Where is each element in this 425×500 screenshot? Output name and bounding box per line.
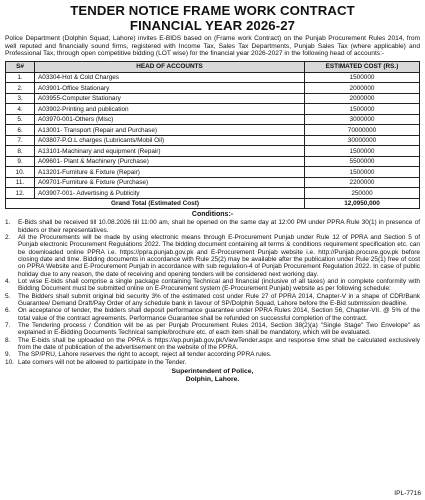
table-row <box>6 114 420 125</box>
condition-text: Lot wise E-bids shall comprise a single package containing Technical and financial (inclusive of all taxes) and in complete conformity with Bidding Document must be submitted online on E-Procurement system (E-Procurement Punjab) website as per following schedule: <box>18 278 420 293</box>
condition-text: All the Procurements will be made by using electronic means through E-Procurement Punjab under Rule 12 of PPRA and Section 5 of Punjab electronic Procurement Regulations 2022. The bidding document containing all terms & conditions requirement specification etc. can be downloaded online PPRA i.e. https://ppra.punjab.gov.pk and E-Procurement Punjab website i.e. http://Punjab.procure.gov.pk before closing date and time. Bidding documents in accordance with Rule 25(2) may be available after the publication under Rule 25(1) free of cost on PPRA Website and E-Procurement Punjab in accordance with sub regulation-4 of Punjab Procurement Regulation 2022. In case of public holiday due to any reason, the date of receiving and opening tenders will be considered next working day. <box>18 233 420 278</box>
row-serial: 9. <box>6 156 35 167</box>
grand-total-label: Grand Total (Estimated Cost) <box>6 198 305 209</box>
row-serial: 2. <box>6 83 35 94</box>
condition-number: 9. <box>5 351 11 359</box>
row-estimated-cost: 2000000 <box>305 93 420 104</box>
header-estimated-cost: ESTIMATED COST (RS.) <box>305 61 420 72</box>
table-row <box>6 188 420 199</box>
condition-item <box>5 337 420 352</box>
row-serial: 3. <box>6 93 35 104</box>
signature-block <box>5 368 420 384</box>
row-estimated-cost: 1500000 <box>305 104 420 115</box>
condition-text: E-Bids shall be received till 10.08.2026 till 11:00 am, shall be opened on the same day at 12:00 PM under PPRA Rule 30(1) in presence of bidders or their representatives. <box>18 219 420 234</box>
condition-item <box>5 359 420 366</box>
header-sr: S# <box>6 61 35 72</box>
row-head-of-account: A13201-Furniture & Fixture (Repair) <box>35 167 305 178</box>
signature-office: Dolphin, Lahore. <box>185 375 240 383</box>
condition-number: 5. <box>5 292 11 300</box>
table-row <box>6 93 420 104</box>
condition-text: On acceptance of tender, the bidders shall deposit performance guarantee under PPRA Rules 2014, Section 56, Chapter-VII. @ 5% of the total value of the contract agreements. Performance Guarantee shall be refunded on successful completion of the contract. <box>18 307 420 322</box>
condition-item <box>5 234 420 278</box>
row-head-of-account: A13101-Machinary and equipment (Repair) <box>35 146 305 157</box>
ipl-code: IPL-7716 <box>394 490 421 497</box>
condition-item <box>5 278 420 293</box>
row-head-of-account: A03970-001-Others (Misc) <box>35 114 305 125</box>
conditions-list <box>5 219 420 366</box>
conditions-title: Conditions:- <box>191 211 234 219</box>
condition-item <box>5 351 420 358</box>
condition-text: Late comers will not be allowed to participate in the Tender. <box>18 358 187 366</box>
row-estimated-cost: 2000000 <box>305 83 420 94</box>
row-head-of-account: A03902-Printing and publication <box>35 104 305 115</box>
table-row <box>6 104 420 115</box>
condition-text: The Bidders shall submit original bid security 3% of the estimated cost under Rule 27 of PPRA 2014, Chapter-V in a shape of CDR/Bank Guarantee/ Demand Draft/Pay Order of any schedule bank in favour of SP/Dolphin Squad, Lahore before the E-Bid submission deadline. <box>18 292 420 308</box>
table-row <box>6 125 420 136</box>
row-head-of-account: A03955-Computer Stationary <box>35 93 305 104</box>
row-estimated-cost: 1500000 <box>305 146 420 157</box>
row-serial: 12. <box>6 188 35 199</box>
row-estimated-cost: 30000000 <box>305 135 420 146</box>
accounts-table <box>5 61 420 210</box>
grand-total-row <box>6 198 420 209</box>
condition-number: 7. <box>5 322 11 330</box>
row-estimated-cost: 5500000 <box>305 156 420 167</box>
row-estimated-cost: 70000000 <box>305 125 420 136</box>
row-estimated-cost: 2200000 <box>305 177 420 188</box>
table-header-row <box>6 61 420 72</box>
notice-title-line-1: TENDER NOTICE FRAME WORK CONTRACT <box>70 3 355 18</box>
row-estimated-cost: 1500000 <box>305 167 420 178</box>
condition-text: The Tendering process / Condition will be as per Punjab Procurement Rules 2014, Section 38(2)(a) "Single Stage" Two Envelope" as explained in E-Bidding Documents Technical sample/brochure etc. of each item shall be mandatory, which will be evaluated. <box>18 322 420 337</box>
row-head-of-account: A13001- Transport (Repair and Purchase) <box>35 125 305 136</box>
grand-total-value: 12,0950,000 <box>305 198 420 209</box>
row-serial: 8. <box>6 146 35 157</box>
condition-number: 4. <box>5 278 11 286</box>
condition-number: 2. <box>5 233 11 241</box>
row-serial: 5. <box>6 114 35 125</box>
row-head-of-account: A09701-Furniture & Fixture (Purchase) <box>35 177 305 188</box>
row-estimated-cost: 1500000 <box>305 72 420 83</box>
notice-title-line-2: FINANCIAL YEAR 2026-27 <box>129 18 296 33</box>
row-serial: 4. <box>6 104 35 115</box>
row-serial: 6. <box>6 125 35 136</box>
condition-text: The SP/PRU, Lahore reserves the right to accept, reject all tender according PPRA rules. <box>18 351 272 359</box>
row-serial: 11. <box>6 177 35 188</box>
row-head-of-account: A03304-Hot & Cold Charges <box>35 72 305 83</box>
row-head-of-account: A03907-001- Advertising & Publicity <box>35 188 305 199</box>
header-head-of-accounts: HEAD OF ACCOUNTS <box>35 61 305 72</box>
condition-item <box>5 307 420 322</box>
row-serial: 10. <box>6 167 35 178</box>
condition-item <box>5 219 420 234</box>
condition-text: The E-bids shall be uploaded on the PPRA is https://ep.punjab.gov.pk/ViewTender.aspx and response time shall be calculated exclusively from the date of publication of the advertisement on the website of the PPRA. <box>18 336 420 352</box>
row-head-of-account: A03901-Office Stationary <box>35 83 305 94</box>
table-row <box>6 167 420 178</box>
condition-item <box>5 293 420 308</box>
table-row <box>6 156 420 167</box>
condition-number: 8. <box>5 336 11 344</box>
condition-item <box>5 322 420 337</box>
row-head-of-account: A03807-P.O.L charges (Lubricants/Mobil Oil) <box>35 135 305 146</box>
table-row <box>6 135 420 146</box>
condition-number: 6. <box>5 307 11 315</box>
table-row <box>6 177 420 188</box>
row-serial: 1. <box>6 72 35 83</box>
condition-number: 1. <box>5 219 11 227</box>
table-row <box>6 146 420 157</box>
table-row <box>6 72 420 83</box>
condition-number: 10. <box>5 358 14 366</box>
row-estimated-cost: 250000 <box>305 188 420 199</box>
row-serial: 7. <box>6 135 35 146</box>
row-estimated-cost: 3000000 <box>305 114 420 125</box>
table-row <box>6 83 420 94</box>
signature-title: Superintendent of Police, <box>171 368 254 376</box>
intro-paragraph: Police Department (Dolphin Squad, Lahore) invites E-BIDS based on (Frame work Contract) on the Punjab Procurement Rules 2014, from well reputed and financially sound firms, registered with Income Tax, Sales Tax Departments, Punjab Sales Tax (where applicable) and Professional Tax, through open competitive bidding (LOT wise) for the financial year 2026-2027 in the following head of accounts:- <box>5 35 420 58</box>
row-head-of-account: A09601- Plant & Machinery (Purchase) <box>35 156 305 167</box>
